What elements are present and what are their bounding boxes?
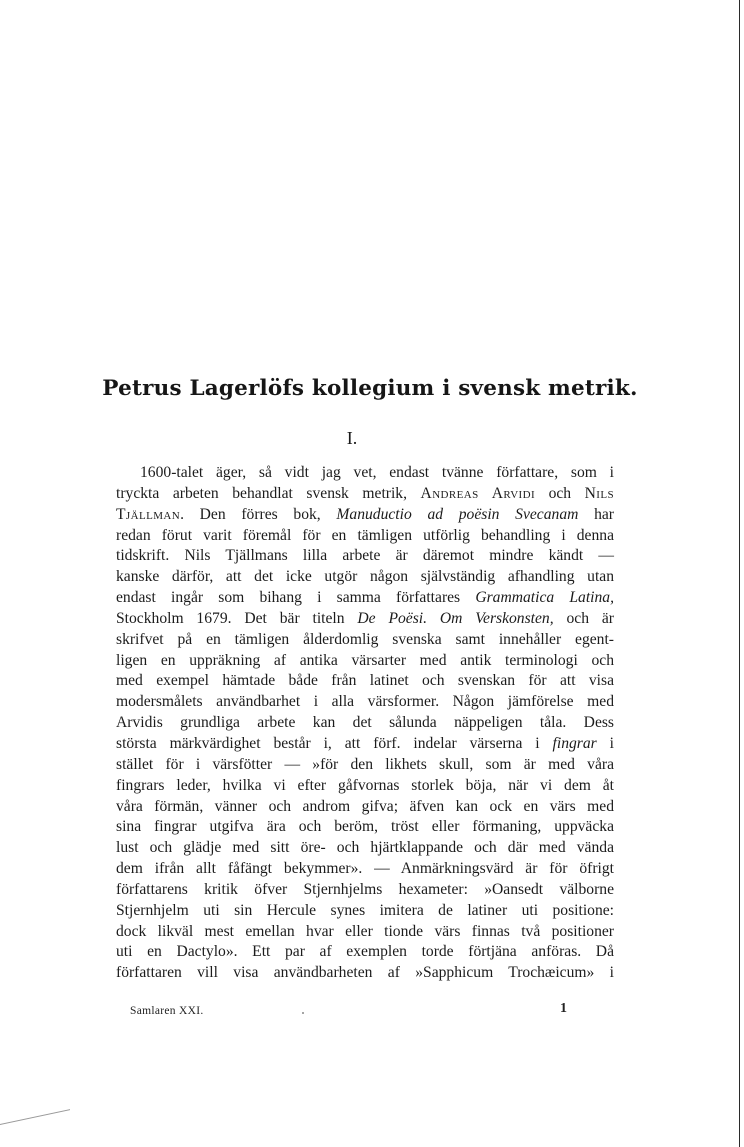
body-line xyxy=(116,859,614,880)
italic-title-text: Grammatica Latina, xyxy=(475,589,615,607)
page-edge-line xyxy=(739,0,740,1147)
line-text: Stjernhjelm uti sin Hercule synes imitera de latiner uti positione: xyxy=(116,901,614,919)
author-name: Nils xyxy=(584,484,614,502)
line-text: tryckta arbeten behandlat svensk metrik, xyxy=(116,484,421,502)
line-text: och xyxy=(535,484,585,502)
line-text: fingrars leder, hvilka vi efter gåfvornas storlek böja, när vi dem åt xyxy=(116,776,614,794)
body-line xyxy=(116,484,614,505)
line-text: i xyxy=(596,734,614,752)
line-text: har xyxy=(578,505,615,523)
line-text: . Den förres bok, xyxy=(180,505,337,523)
article-body xyxy=(116,463,614,984)
body-line xyxy=(116,797,614,818)
body-line xyxy=(116,942,614,963)
line-text: författaren vill visa användbarheten af »Sapphicum Trochæicum» i xyxy=(116,964,614,982)
body-line xyxy=(116,526,614,547)
line-text: och är xyxy=(553,609,614,627)
body-line xyxy=(116,609,614,630)
scan-speck xyxy=(302,1012,304,1014)
line-text: lust och glädje med sitt öre- och hjärtklappande och där med vända xyxy=(116,839,614,857)
line-text: dem ifrån allt fåfängt bekymmer». — Anmärkningsvärd är för öfrigt xyxy=(116,860,614,878)
body-line xyxy=(116,817,614,838)
line-text: våra förmän, vänner och androm gifva; äfven kan ock en värs med xyxy=(116,797,614,815)
page-number: 1 xyxy=(560,1001,567,1016)
article-title: Petrus Lagerlöfs kollegium i svensk metrik. xyxy=(102,376,638,401)
italic-title-text: De Poësi. Om Verskonsten, xyxy=(357,609,554,627)
body-line xyxy=(116,922,614,943)
line-text: kanske därför, att det icke utgör någon självständig afhandling utan xyxy=(116,568,614,586)
line-text: med exempel hämtade både från latinet och svenskan för att visa xyxy=(116,672,614,690)
body-line xyxy=(116,692,614,713)
author-name: Andreas Arvidi xyxy=(420,484,536,502)
section-number: I. xyxy=(346,428,358,448)
footer-signature: Samlaren XXI. xyxy=(130,1005,204,1017)
line-text: modersmålets användbarhet i alla värsformer. Någon jämförelse med xyxy=(116,693,614,711)
line-text: endast ingår som bihang i samma författares xyxy=(116,589,476,607)
line-text: stället för i värsfötter — »för den likhets skull, som är med våra xyxy=(116,755,614,773)
body-line xyxy=(116,838,614,859)
body-line xyxy=(116,588,614,609)
line-text: Stockholm 1679. Det bär titeln xyxy=(116,609,358,627)
line-text: Arvidis grundliga arbete kan det sålunda näppeligen tåla. Dess xyxy=(116,714,614,732)
body-line xyxy=(116,880,614,901)
body-line xyxy=(116,567,614,588)
line-text: redan förut varit föremål för en tämligen utförlig behandling i denna xyxy=(116,526,614,544)
italic-title-text: fingrar xyxy=(552,734,597,752)
line-text: 1600-talet äger, så vidt jag vet, endast tvänne författare, som i xyxy=(140,464,614,481)
line-text: författarens kritik öfver Stjernhjelms hexameter: »Oansedt välborne xyxy=(116,880,614,898)
line-text: sina fingrar utgifva ära och beröm, tröst eller förmaning, uppväcka xyxy=(116,818,614,836)
body-line xyxy=(116,755,614,776)
body-line xyxy=(116,963,614,984)
body-line xyxy=(116,734,614,755)
body-line xyxy=(116,671,614,692)
body-line xyxy=(116,651,614,672)
body-line xyxy=(116,901,614,922)
body-line xyxy=(116,713,614,734)
line-text: största märkvärdighet består i, att förf. indelar värserna i xyxy=(116,734,553,752)
line-text: uti en Dactylo». Ett par af exemplen torde förtjäna anföras. Då xyxy=(116,943,614,961)
author-name: Tjällman xyxy=(116,505,181,523)
scan-artifact-stroke xyxy=(0,1109,70,1147)
body-line xyxy=(116,546,614,567)
line-text: dock likväl mest emellan hvar eller tionde värs finnas två positioner xyxy=(116,922,614,940)
line-text: ligen en uppräkning af antika värsarter med antik terminologi och xyxy=(116,651,614,669)
body-line xyxy=(116,463,614,484)
line-text: skrifvet på en tämligen ålderdomlig svenska samt innehåller egent- xyxy=(116,630,614,648)
line-text: tidskrift. Nils Tjällmans lilla arbete är däremot mindre kändt — xyxy=(116,547,614,565)
body-line xyxy=(116,505,614,526)
body-line xyxy=(116,776,614,797)
italic-title-text: Manuductio ad poësin Svecanam xyxy=(336,505,579,523)
body-line xyxy=(116,630,614,651)
